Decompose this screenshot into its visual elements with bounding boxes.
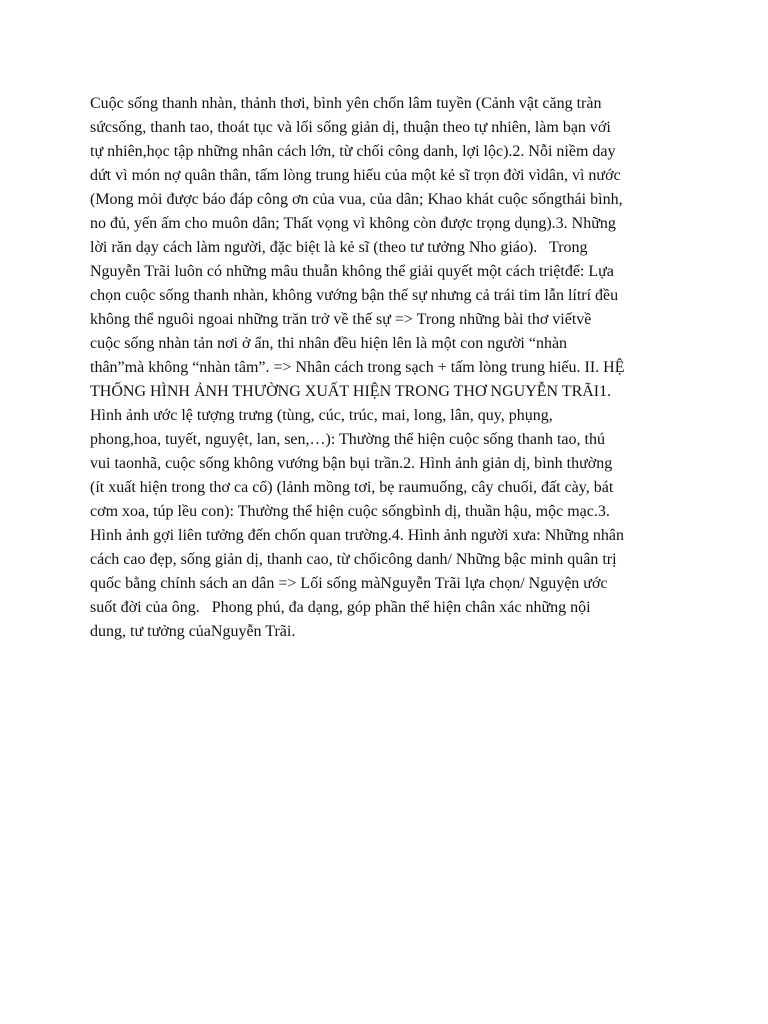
text-line: Cuộc sống thanh nhàn, thảnh thơi, bình yên chốn lâm tuyền (Cảnh vật căng tràn [90, 95, 602, 112]
text-line: cuộc sống nhàn tản nơi ở ẩn, thi nhân đều hiện lên là một con người “nhàn [90, 335, 568, 352]
text-line: quốc bằng chính sách an dân => Lối sống màNguyễn Trãi lựa chọn/ Nguyện ước [90, 575, 608, 592]
text-line: (ít xuất hiện trong thơ ca cổ) (lảnh mồng tơi, bẹ raumuống, cây chuối, đất cày, bát [90, 479, 614, 496]
text-line: chọn cuộc sống thanh nhàn, không vướng bận thế sự nhưng cả trái tim lẫn lítrí đều [90, 287, 619, 304]
text-line: Hình ảnh gợi liên tưởng đến chốn quan trường.4. Hình ảnh người xưa: Những nhân [90, 527, 625, 544]
text-line: sứcsống, thanh tao, thoát tục và lối sống giản dị, thuận theo tự nhiên, làm bạn với [90, 119, 611, 136]
text-line: lời răn dạy cách làm người, đặc biệt là kẻ sĩ (theo tư tưởng Nho giáo). Trong [90, 239, 588, 256]
text-line: no đủ, yến ấm cho muôn dân; Thất vọng vì không còn được trọng dụng).3. Những [90, 215, 616, 232]
text-line: THỐNG HÌNH ẢNH THƯỜNG XUẤT HIỆN TRONG THƠ NGUYỄN TRÃI1. [90, 383, 612, 400]
text-line: cách cao đẹp, sống giản dị, thanh cao, từ chốicông danh/ Những bậc minh quân trị [90, 551, 617, 568]
text-line: cơm xoa, túp lều con): Thường thể hiện cuộc sốngbình dị, thuần hậu, mộc mạc.3. [90, 503, 610, 520]
text-line: Nguyễn Trãi luôn có những mâu thuẫn không thể giải quyết một cách triệtđể: Lựa [90, 263, 614, 280]
text-line: dung, tư tưởng củaNguyễn Trãi. [90, 623, 296, 640]
text-line: Hình ảnh ước lệ tượng trưng (tùng, cúc, trúc, mai, long, lân, quy, phụng, [90, 407, 553, 424]
text-line: tự nhiên,học tập những nhân cách lớn, từ chối công danh, lợi lộc).2. Nỗi niềm day [90, 143, 616, 160]
body-text [90, 92, 690, 644]
text-line: dứt vì món nợ quân thân, tấm lòng trung hiếu của một kẻ sĩ trọn đời vìdân, vì nước [90, 167, 621, 184]
text-line: phong,hoa, tuyết, nguyệt, lan, sen,…): Thường thể hiện cuộc sống thanh tao, thú [90, 431, 605, 448]
text-line: vui taonhã, cuộc sống không vướng bận bụi trần.2. Hình ảnh giản dị, bình thường [90, 455, 613, 472]
text-line: thân”mà không “nhàn tâm”. => Nhân cách trong sạch + tấm lòng trung hiếu. II. HỆ [90, 359, 625, 376]
text-line: không thể nguôi ngoai những trăn trở về thế sự => Trong những bài thơ viếtvề [90, 311, 592, 328]
text-line: (Mong mỏi được báo đáp công ơn của vua, của dân; Khao khát cuộc sốngthái bình, [90, 191, 623, 208]
text-line: suốt đời của ông. Phong phú, đa dạng, góp phần thể hiện chân xác những nội [90, 599, 591, 616]
